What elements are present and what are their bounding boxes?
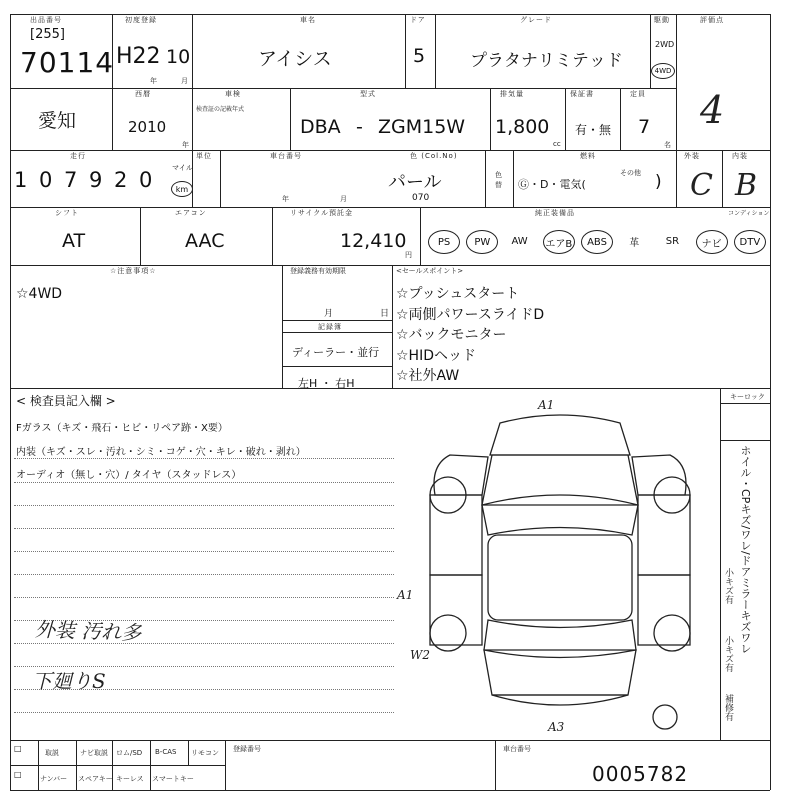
shift-label: シフト (55, 209, 79, 217)
rule (10, 765, 225, 766)
score-label: 評価点 (700, 16, 724, 24)
rule (10, 14, 11, 790)
sales-point: ☆バックモニター (396, 327, 507, 343)
reg-no-label: 登録番号 (233, 745, 261, 753)
rule (770, 14, 771, 790)
inspector-line-windshield: Fガラス（キズ・飛石・ヒビ・リペア跡・X要） (16, 423, 228, 434)
handwritten-underbody-note: 下廻りS (32, 669, 106, 693)
right-front-fender (632, 455, 686, 495)
reg-year-unit: 年 (282, 195, 289, 203)
vertical-sub-note: 小キズ有 (723, 568, 733, 604)
mileage-digit: 0 (39, 168, 53, 192)
left-front-door (430, 495, 482, 575)
rule (14, 458, 394, 459)
equipment-list (424, 230, 768, 256)
car-name: アイシス (258, 48, 332, 70)
rule (225, 740, 226, 790)
rule (10, 150, 770, 151)
windshield-shape (482, 495, 638, 535)
rule (495, 740, 496, 790)
footer-item: ナンバー (40, 775, 68, 783)
sales-point: ☆HIDヘッド (396, 347, 476, 364)
inspection-hint: 検査証の記載年式 (196, 106, 245, 113)
rule (112, 88, 113, 150)
left-rear-door (430, 575, 482, 645)
notes-label: ☆注意事項☆ (110, 267, 157, 275)
grade-value: プラタナリミテッド (470, 51, 623, 71)
rule (435, 14, 436, 88)
reg-expiry-month: 月 (324, 309, 334, 319)
inspector-title: < 検査員記入欄 > (16, 394, 116, 408)
era-year: H22 (116, 44, 161, 69)
car-name-label: 車名 (300, 16, 316, 24)
exterior-grade: C (690, 168, 713, 203)
capacity: 7 (638, 116, 651, 138)
sales-points-list (396, 284, 544, 387)
rule (282, 332, 392, 333)
drive-2wd: 2WD (655, 40, 675, 49)
displacement-label: 排気量 (500, 90, 524, 98)
rule (10, 207, 770, 208)
warranty-label: 保証書 (570, 90, 594, 98)
year-ad-unit: 年 (182, 141, 189, 149)
color-code: 070 (412, 193, 430, 203)
recycle-unit: 円 (405, 251, 412, 259)
grade-label: グレード (520, 16, 552, 24)
condition-badge-label: コンディション (728, 210, 770, 217)
rule (140, 207, 141, 265)
year-ad: 2010 (128, 118, 167, 136)
inspection-label: 車検 (225, 90, 241, 98)
mileage-digit: 7 (64, 168, 78, 192)
aircon-value: AAC (185, 230, 225, 252)
rule (720, 403, 770, 404)
model-label: 型式 (360, 90, 376, 98)
model-prefix: DBA (300, 116, 341, 138)
mileage-unit-hint: 単位 (196, 152, 212, 160)
year-ad-label: 西暦 (135, 90, 151, 98)
rule (620, 88, 621, 150)
rule (490, 88, 491, 150)
footer-item: キーレス (116, 775, 144, 783)
recycle-label: リサイクル預託金 (290, 209, 354, 217)
equipment-item: PS (428, 230, 460, 254)
doors-label: ドア (410, 16, 426, 24)
rule (10, 740, 770, 741)
rule (650, 14, 651, 88)
mileage-label: 走行 (70, 152, 86, 160)
damage-mark-rear-door: W2 (410, 648, 430, 662)
color-name: パール (388, 172, 442, 193)
fuel-close: ) (655, 172, 662, 192)
damage-mark-front: A1 (538, 398, 555, 412)
checkbox-row: □ (14, 744, 22, 753)
warranty-value: 有・無 (575, 123, 612, 137)
equipment-label: 純正装備品 (535, 209, 575, 217)
damage-mark-rear: A3 (548, 720, 565, 734)
rear-bumper-shape (492, 695, 628, 705)
color-change: 色替 (495, 171, 502, 189)
steering-value: 左H ・ 右H (298, 377, 355, 390)
rule (14, 528, 394, 529)
maintenance-label: 記録簿 (318, 323, 342, 331)
rule (282, 366, 392, 367)
equipment-item: DTV (734, 230, 766, 254)
spare-tire (653, 705, 677, 729)
left-front-fender (434, 455, 488, 495)
reg-expiry-label: 登録義務有効期限 (290, 267, 346, 275)
equipment-item: AW (511, 235, 528, 247)
front-bumper-shape (490, 415, 630, 455)
rule (14, 551, 394, 552)
model-dash: - (356, 116, 363, 138)
first-reg-month: 10 (166, 46, 191, 68)
rule (10, 388, 770, 389)
drive-label: 駆動 (654, 16, 670, 24)
mileage-digit: 1 (14, 168, 28, 192)
rule (10, 790, 770, 791)
checkbox-row: □ (14, 770, 22, 779)
note-item: ☆4WD (16, 286, 63, 302)
rule (513, 150, 514, 207)
rule (676, 14, 677, 207)
mileage-unit-km-circled: km (171, 181, 193, 197)
vertical-sub-note: 小キズ有 (723, 636, 733, 672)
rule (14, 597, 394, 598)
fuel-other: その他 (620, 169, 641, 177)
handwritten-exterior-note: 外装 汚れ多 (34, 617, 142, 645)
first-reg-label: 初度登録 (125, 16, 157, 24)
rule (14, 482, 394, 483)
rule (722, 150, 723, 207)
shift-value: AT (62, 230, 86, 252)
chassis-number: 0005782 (592, 762, 689, 786)
maintenance-value: ディーラー・並行 (292, 346, 380, 359)
color-label: 色 (Col.No) (410, 152, 458, 160)
rule (188, 740, 189, 765)
equipment-item: ナビ (696, 230, 728, 254)
equipment-item: 革 (629, 237, 640, 249)
exterior-label: 外装 (684, 152, 700, 160)
car-damage-diagram (400, 395, 720, 740)
prefecture: 愛知 (38, 110, 77, 132)
aircon-label: エアコン (175, 209, 207, 217)
drive-4wd-circled: 4WD (651, 63, 675, 79)
rule (485, 150, 486, 207)
interior-label: 内装 (732, 152, 748, 160)
recycle-amount: 12,410 (340, 230, 407, 252)
right-front-door (638, 495, 690, 575)
rule (290, 88, 291, 150)
year-mark: 年 (150, 77, 157, 85)
rule (565, 88, 566, 150)
sales-point: ☆社外AW (396, 368, 460, 384)
tailgate-shape (484, 650, 636, 695)
mileage-digit: 0 (139, 168, 153, 192)
rule (420, 207, 421, 265)
venue-number: [255] (30, 27, 65, 42)
lot-label: 出品番号 (30, 16, 62, 24)
mileage-unit-mile: マイル (172, 164, 193, 172)
rule (192, 14, 193, 207)
month-mark: 月 (181, 77, 188, 85)
inspector-line-interior: 内装（キズ・スレ・汚れ・シミ・コゲ・穴・キレ・破れ・剥れ） (16, 447, 306, 458)
sales-point: ☆プッシュスタート (396, 286, 520, 302)
vertical-sub-note: 補修有 (723, 694, 733, 721)
rule (272, 207, 273, 265)
doors-value: 5 (413, 45, 426, 67)
hood-shape (482, 455, 638, 505)
rule (720, 440, 770, 441)
displacement-unit: cc (553, 140, 561, 148)
sales-point: ☆両側パワースライドD (396, 306, 545, 323)
footer-item: 取説 (45, 749, 59, 757)
footer-item: リモコン (191, 749, 219, 757)
capacity-unit: 名 (664, 141, 671, 149)
mileage-digit: 9 (89, 168, 103, 192)
rear-window-shape (484, 620, 636, 658)
rule (220, 150, 221, 207)
fuel-label: 燃料 (580, 152, 596, 160)
reg-expiry-day: 日 (380, 309, 390, 319)
equipment-item: ABS (581, 230, 613, 254)
displacement: 1,800 (495, 116, 550, 138)
key-lock-label: キーロック (730, 393, 765, 401)
rule (14, 505, 394, 506)
right-rear-door (638, 575, 690, 645)
footer-item: スマートキー (152, 775, 194, 783)
interior-grade: B (735, 168, 758, 203)
reg-month-unit: 月 (340, 195, 347, 203)
rule (14, 712, 394, 713)
damage-mark-left-door: A1 (397, 588, 414, 602)
equipment-item: エアB (543, 230, 575, 254)
rule (14, 574, 394, 575)
mileage-digit: 2 (114, 168, 128, 192)
body-no-label: 車台番号 (270, 152, 302, 160)
lot-number: 70114 (20, 46, 115, 79)
fuel-options: Ⓖ・D・電気( (518, 178, 586, 191)
rule (405, 14, 406, 88)
equipment-item: SR (665, 235, 680, 247)
footer-item: ロム/SD (116, 749, 143, 757)
sales-points-label: <セールスポイント> (396, 267, 464, 275)
score-value: 4 (700, 88, 725, 132)
footer-item: ナビ取説 (80, 749, 108, 757)
roof-shape (488, 535, 632, 620)
model-code: ZGM15W (378, 116, 466, 138)
chassis-label: 車台番号 (503, 745, 531, 753)
equipment-item: PW (466, 230, 498, 254)
inspector-line-audio: オーディオ（無し・穴）/ タイヤ（スタッドレス） (16, 470, 242, 481)
footer-item: スペアキー (78, 775, 113, 783)
footer-item: B-CAS (155, 748, 177, 756)
rule (392, 265, 393, 388)
capacity-label: 定員 (630, 90, 646, 98)
vertical-wheel-note: ホイル・CPキズ/ワレ/ドアミラーキズワレ (739, 445, 752, 654)
rule (282, 265, 283, 388)
